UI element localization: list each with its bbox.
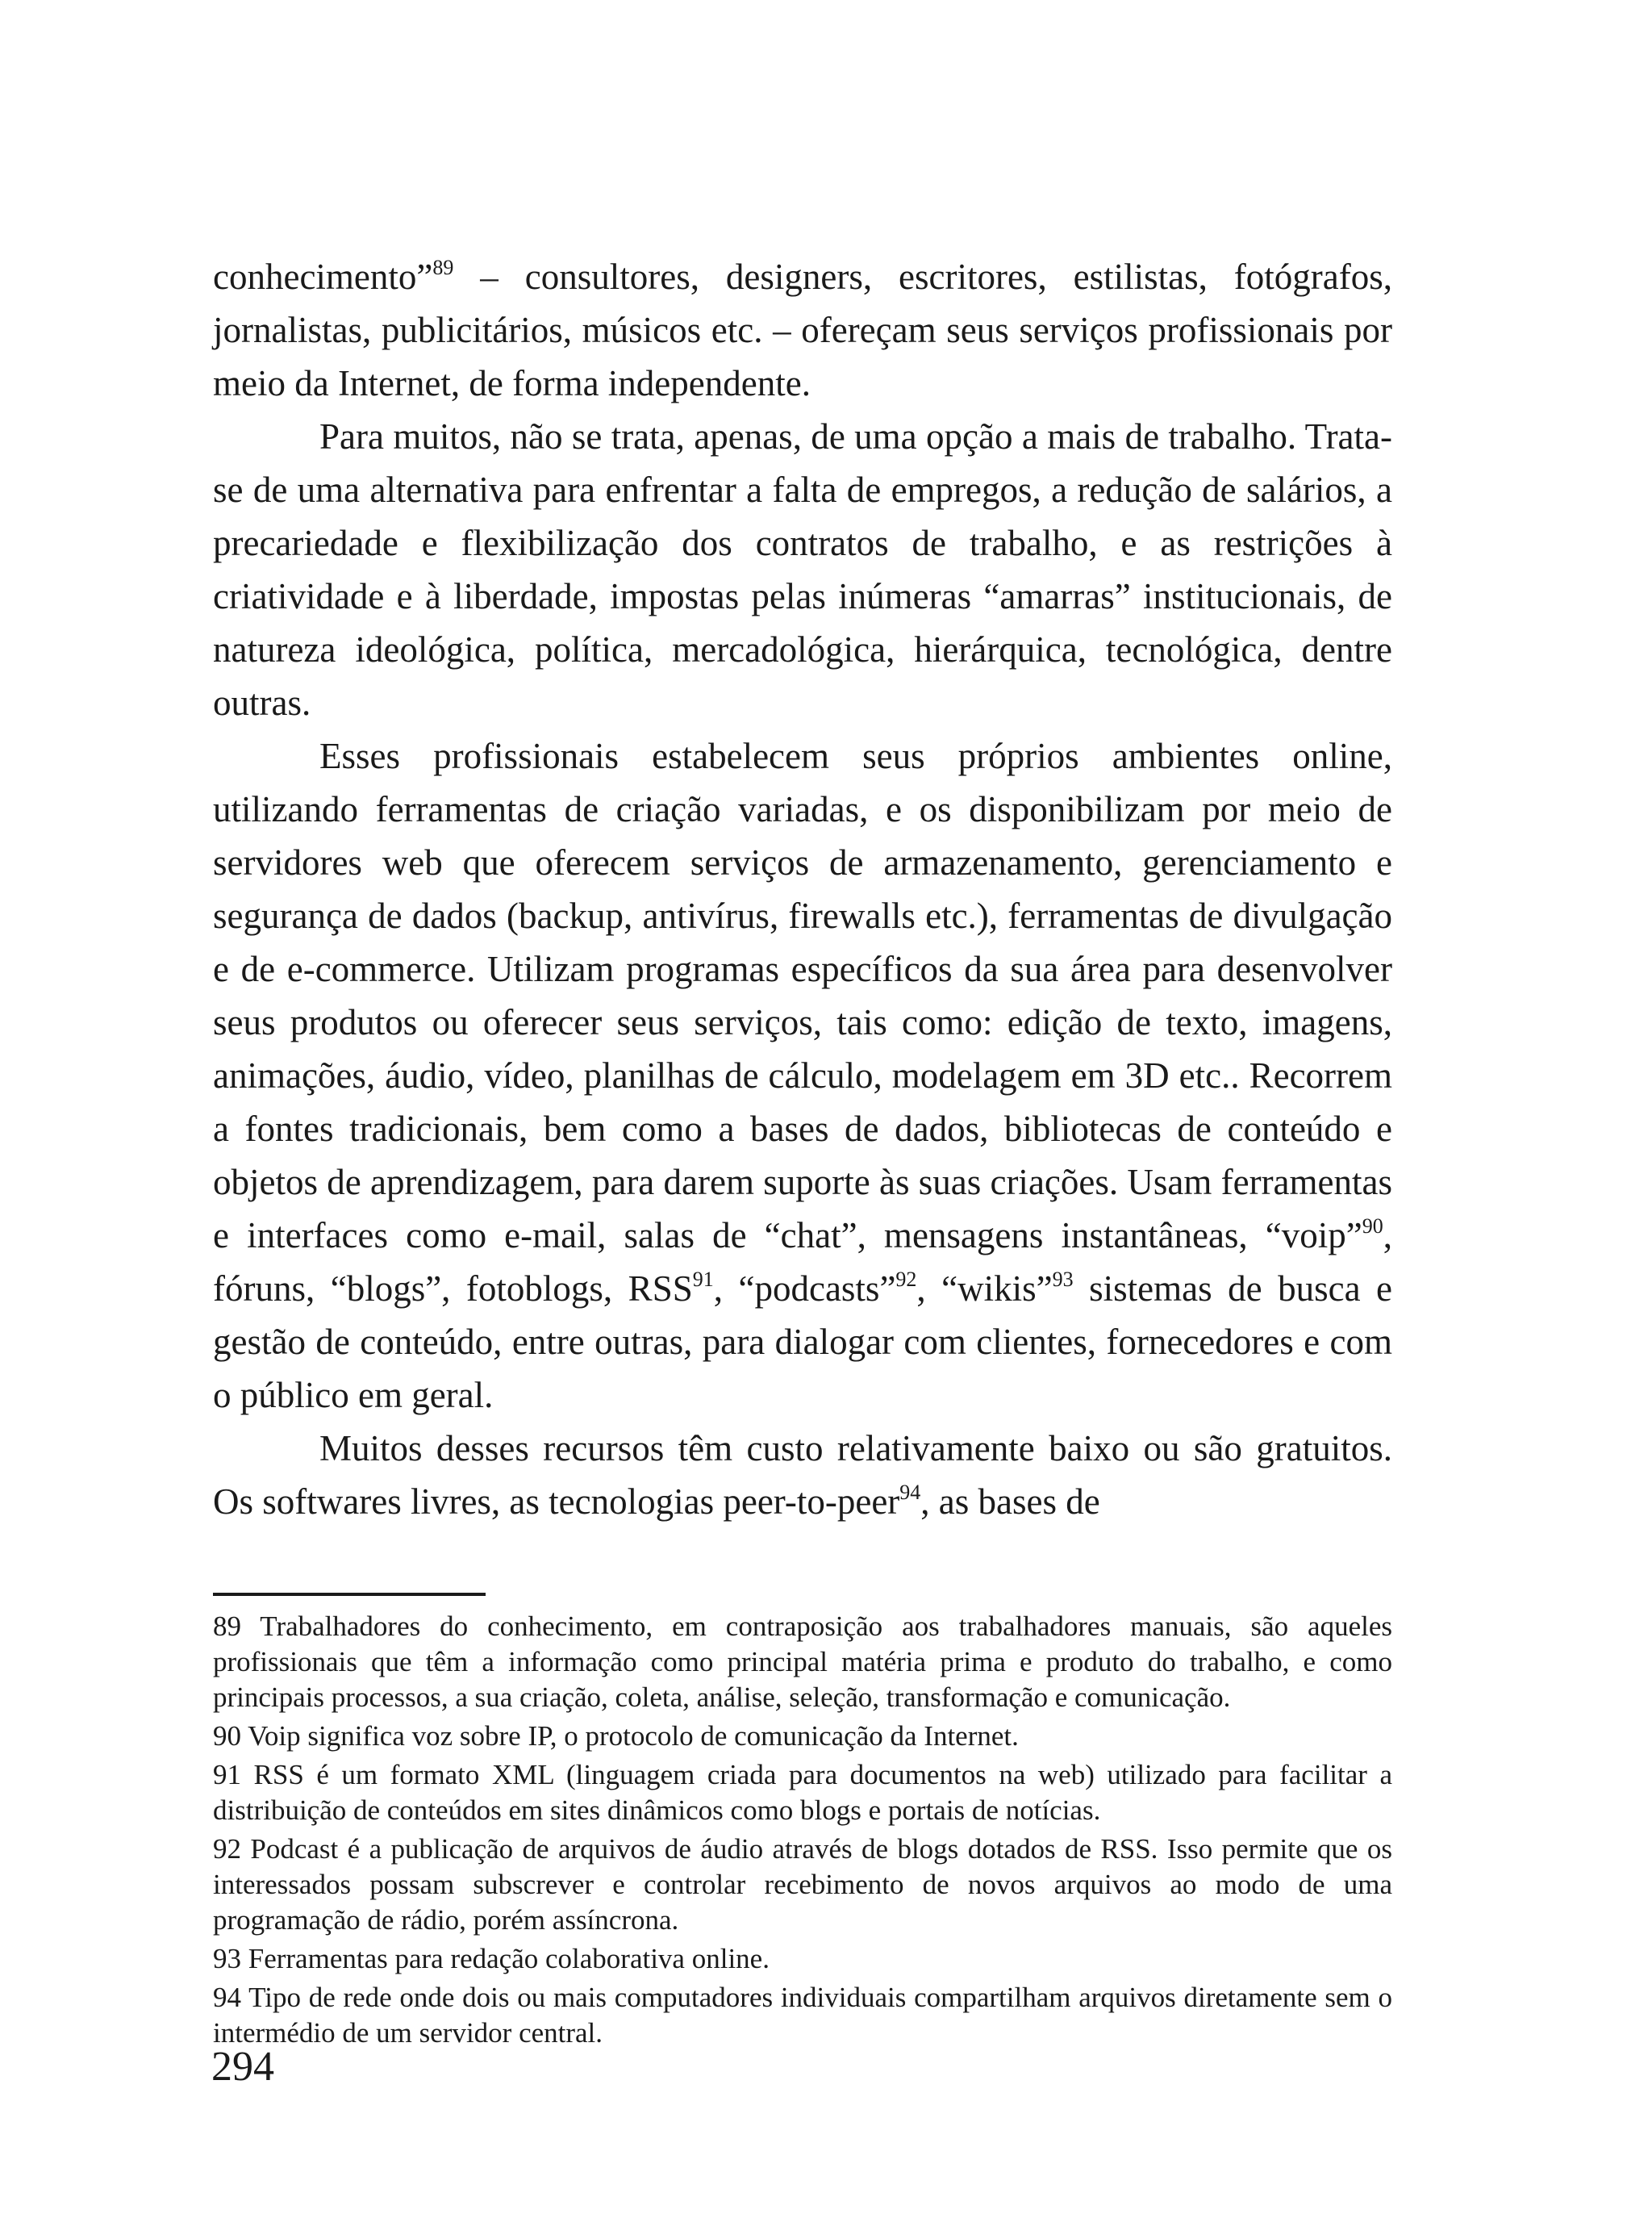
- text-run: , as bases de: [920, 1481, 1100, 1522]
- footnote-separator: [213, 1593, 486, 1596]
- text-run: , “wikis”: [916, 1268, 1053, 1309]
- text-run: , fóruns, “blogs”, fotoblogs, RSS: [213, 1215, 1392, 1309]
- paragraph: [213, 1422, 1392, 1528]
- footnote: 93 Ferramentas para redação colaborativa online.: [213, 1943, 770, 1974]
- footnote: 91 RSS é um formato XML (linguagem criada para documentos na web) utilizado para facilitar a distribuição de conteúdos em sites dinâmicos como blogs e portais de notícias.: [213, 1759, 1392, 1826]
- text-run: sistemas de busca e gestão de conteúdo, entre outras, para dialogar com clientes, fornecedores e com o público em geral.: [213, 1268, 1393, 1415]
- paragraph: [213, 729, 1392, 1422]
- footnote: 89 Trabalhadores do conhecimento, em contraposição aos trabalhadores manuais, são aqueles profissionais que têm a informação como principal matéria prima e produto do trabalho, e como principais processos, a sua criação, coleta, análise, seleção, transformação e comunicação.: [213, 1610, 1392, 1713]
- text-run: Muitos desses recursos têm custo relativamente baixo ou são gratuitos. Os softwares livres, as tecnologias peer-to-peer: [213, 1428, 1392, 1522]
- text-run: conhecimento”: [213, 257, 433, 297]
- footnote-reference: 92: [895, 1268, 917, 1291]
- footnote-reference: 93: [1052, 1268, 1074, 1291]
- footnote-reference: 94: [899, 1481, 921, 1504]
- text-run: Para muitos, não se trata, apenas, de uma opção a mais de trabalho. Trata-se de uma alternativa para enfrentar a falta de empregos, a redução de salários, a precariedade e flexibilização dos contratos de trabalho, e as restrições à criatividade e à liberdade, impostas pelas inúmeras “amarras” institucionais, de natureza ideológica, política, mercadológica, hierárquica, tecnológica, dentre outras.: [213, 416, 1392, 723]
- footnote-reference: 89: [432, 256, 454, 279]
- paragraph: [213, 250, 1392, 410]
- text-run: Esses profissionais estabelecem seus próprios ambientes online, utilizando ferramentas de criação variadas, e os disponibilizam por meio de servidores web que oferecem serviços de armazenamento, gerenciamento e segurança de dados (backup, antivírus, firewalls etc.), ferramentas de divulgação e de e-commerce. Utilizam programas específicos da sua área para desenvolver seus produtos ou oferecer seus serviços, tais como: edição de texto, imagens, animações, áudio, vídeo, planilhas de cálculo, modelagem em 3D etc.. Recorrem a fontes tradicionais, bem como a bases de dados, bibliotecas de conteúdo e objetos de aprendizagem, para darem suporte às suas criações. Usam ferramentas e interfaces como e-mail, salas de “chat”, mensagens instantâneas, “voip”: [213, 736, 1392, 1255]
- footnote: 94 Tipo de rede onde dois ou mais computadores individuais compartilham arquivos diretamente sem o intermédio de um servidor central.: [213, 1982, 1392, 2049]
- text-run: , “podcasts”: [713, 1268, 896, 1309]
- body-text: [213, 250, 1392, 1528]
- text-run: – consultores, designers, escritores, estilistas, fotógrafos, jornalistas, publicitários, músicos etc. – ofereçam seus serviços profissionais por meio da Internet, de forma independente.: [213, 257, 1392, 403]
- paragraph: [213, 410, 1392, 729]
- footnote: 92 Podcast é a publicação de arquivos de áudio através de blogs dotados de RSS. Isso permite que os interessados possam subscrever e controlar recebimento de novos arquivos ao modo de uma programação de rádio, porém assíncrona.: [213, 1833, 1392, 1936]
- footnote-reference: 90: [1362, 1214, 1383, 1238]
- footnote-reference: 91: [692, 1268, 714, 1291]
- page-number: 294: [211, 2044, 274, 2090]
- footnote: 90 Voip significa voz sobre IP, o protocolo de comunicação da Internet.: [213, 1720, 1019, 1752]
- footnotes: [213, 1609, 1392, 2054]
- page-body: [213, 250, 1392, 1528]
